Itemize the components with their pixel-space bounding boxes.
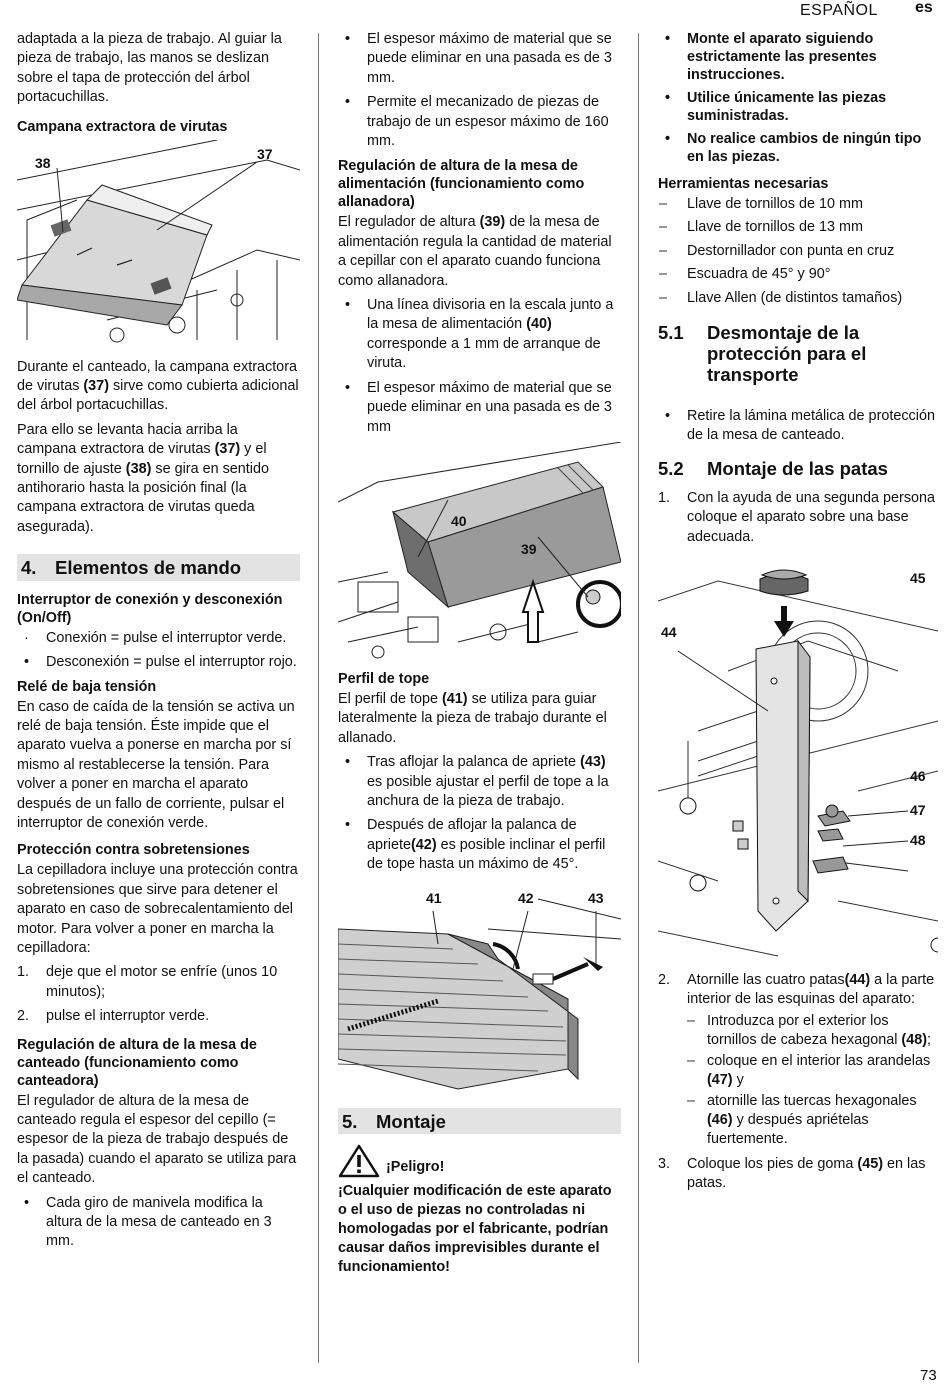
section-title: Montaje: [376, 1110, 446, 1132]
page-number: 73: [920, 1367, 937, 1384]
step-number: 3.: [658, 1155, 671, 1172]
header-language-code: es: [915, 0, 933, 16]
column-right: [658, 30, 938, 1199]
section-heading-5-2: [658, 458, 938, 479]
step-number: 2.: [658, 972, 671, 989]
figure-label-46: 46: [910, 768, 926, 785]
list-item: – Introduzca por el exterior los tornillos de cabeza hexagonal (48);: [687, 1012, 938, 1051]
step-text: deje que el motor se enfríe (unos 10 minutos);: [46, 964, 278, 1000]
figure-legs: [658, 561, 938, 963]
list-item: · Conexión = pulse el interruptor verde.: [17, 629, 300, 648]
section-number: 4.: [21, 557, 37, 579]
legs-steps: [658, 971, 938, 1193]
height-list: [17, 1194, 300, 1252]
list-item: • No realice cambios de ningún tipo en las piezas.: [658, 130, 938, 166]
list-item: – Llave de tornillos de 10 mm: [658, 195, 938, 214]
switch-heading: Interruptor de conexión y desconexión (On/Off): [17, 591, 283, 626]
list-item: [658, 489, 938, 547]
legs-step-1: [658, 489, 938, 547]
column-left: [17, 30, 300, 1257]
list-item: • El espesor máximo de material que se puede eliminar en una pasada es de 3 mm: [338, 379, 621, 437]
warning-triangle-icon: [338, 1144, 380, 1178]
feed-table-illustration: [338, 442, 621, 662]
section-heading-4: [17, 554, 300, 580]
height-paragraph: El regulador de altura de la mesa de canteado regula el espesor del cepillo (= espesor de la pieza de trabajo después de la pasada) cuando el aparato se utiliza para el canteado.: [17, 1092, 297, 1187]
figure-label-45: 45: [910, 570, 926, 587]
figure-label-39: 39: [521, 540, 537, 557]
overload-heading: Protección contra sobretensiones: [17, 842, 250, 859]
step-text: Atornille las cuatro patas(44) a la parte interior de las esquinas del aparato:: [687, 972, 935, 1008]
list-item: • Retire la lámina metálica de protección de la mesa de canteado.: [658, 407, 938, 446]
section-heading-5-1: [658, 322, 938, 385]
overload-steps: [17, 963, 300, 1026]
step-number: 2.: [17, 1008, 30, 1025]
figure-label-40: 40: [451, 512, 467, 529]
fence-paragraph: El perfil de tope (41) se utiliza para guiar lateralmente la pieza de trabajo durante el allanado.: [338, 690, 607, 746]
section-title: Montaje de las patas: [707, 457, 888, 479]
column-middle: [338, 30, 621, 1282]
list-item: • Utilice únicamente las piezas suministradas.: [658, 89, 938, 125]
figure-label-43: 43: [588, 889, 604, 906]
list-item: [17, 963, 300, 1002]
list-item: – Llave Allen (de distintos tamaños): [658, 289, 938, 308]
list-item: [658, 971, 938, 1150]
section-title: Elementos de mando: [55, 557, 242, 579]
relay-heading: Relé de baja tensión: [17, 678, 157, 695]
column-divider: [638, 33, 639, 1363]
sub-list: [687, 1012, 938, 1150]
figure-fence: [338, 889, 621, 1094]
list-item: – Llave de tornillos de 13 mm: [658, 218, 938, 237]
figure-label-37: 37: [257, 145, 273, 162]
overload-paragraph: La cepilladora incluye una protección contra sobretensiones que sirve para detener el aparato en caso de sobrecalentamiento del motor. Para volver a poner en marcha la cepilladora:: [17, 862, 298, 956]
list-item: [17, 1007, 300, 1026]
figure-chip-hood: [17, 140, 300, 350]
relay-paragraph: En caso de caída de la tensión se activa un relé de baja tensión. Éste impide que el aparato vuelva a ponerse en marcha por sí mismo al restablecerse la tensión. Para volver a poner en marcha el aparato después de un fallo de corriente, pulsar el interruptor de conexión verde.: [17, 698, 295, 831]
intro-paragraph: adaptada a la pieza de trabajo. Al guiar la pieza de trabajo, las manos se deslizan sobre el tapa de protección del árbol portacuchillas.: [17, 31, 282, 106]
list-item: – Destornillador con punta en cruz: [658, 242, 938, 261]
step-text: Con la ayuda de una segunda persona coloque el aparato sobre una base adecuada.: [687, 489, 936, 545]
list-item: • Tras aflojar la palanca de apriete (43) es posible ajustar el perfil de tope a la anchura de la pieza de trabajo.: [338, 753, 621, 811]
list-item: • Una línea divisoria en la escala junto a la mesa de alimentación (40) corresponde a 1 mm de arranque de viruta.: [338, 296, 621, 374]
section-number: 5.: [342, 1110, 358, 1132]
step-number: 1.: [17, 964, 30, 981]
tools-heading: Herramientas necesarias: [658, 176, 829, 192]
figure-label-41: 41: [426, 889, 442, 906]
list-item: – coloque en el interior las arandelas (47) y: [687, 1052, 938, 1091]
step-number: 1.: [658, 489, 671, 506]
fence-illustration: [338, 889, 621, 1094]
feed-paragraph: El regulador de altura (39) de la mesa de alimentación regula la cantidad de material a cepillar con el aparato cuando funciona como allanadora.: [338, 214, 612, 289]
section-heading-5: [338, 1108, 621, 1134]
hood-paragraph-2: Para ello se levanta hacia arriba la campana extractora de virutas (37) y el tornillo de ajuste (38) se gira en sentido antihorario hasta la posición final (la campana extractora de virutas queda asegurada).: [17, 421, 269, 535]
header-section-title: ESPAÑOL: [800, 2, 878, 19]
hood-paragraph-1: Durante el canteado, la campana extractora de virutas (37) sirve como cubierta adicional del árbol portacuchillas.: [17, 358, 299, 414]
chip-hood-illustration: [17, 140, 300, 350]
feed-list: [338, 296, 621, 437]
danger-notice: [338, 1144, 621, 1178]
section-number: 5.2: [658, 457, 684, 479]
step-text: pulse el interruptor verde.: [46, 1008, 210, 1025]
column-divider: [318, 33, 319, 1363]
figure-feed-table: [338, 442, 621, 662]
section-title: Desmontaje de la protección para el transporte: [707, 322, 867, 386]
list-item: • Monte el aparato siguiendo estrictamente las presentes instrucciones.: [658, 30, 938, 84]
figure-label-44: 44: [661, 624, 677, 641]
tools-list: [658, 195, 938, 308]
step-text: Coloque los pies de goma (45) en las patas.: [687, 1155, 926, 1192]
fence-heading: Perfil de tope: [338, 670, 430, 687]
danger-text: ¡Cualquier modificación de este aparato o el uso de piezas no controladas ni homologadas por el fabricante, podrían causar daños imprevisibles durante el funcionamiento!: [338, 1182, 612, 1275]
list-item: [658, 1155, 938, 1194]
figure-label-38: 38: [35, 154, 51, 171]
figure-label-42: 42: [518, 889, 534, 906]
assembly-rules-list: [658, 30, 938, 166]
figure-label-47: 47: [910, 802, 926, 819]
danger-label: ¡Peligro!: [386, 1158, 445, 1175]
fence-list: [338, 753, 621, 874]
top-list: [338, 30, 621, 151]
feed-heading: Regulación de altura de la mesa de alimentación (funcionamiento como allanadora): [338, 158, 585, 211]
hood-heading: Campana extractora de virutas: [17, 118, 228, 135]
list-item: • El espesor máximo de material que se puede eliminar en una pasada es de 3 mm.: [338, 30, 621, 88]
list-item: • Permite el mecanizado de piezas de trabajo de un espesor máximo de 160 mm.: [338, 93, 621, 151]
figure-label-48: 48: [910, 832, 926, 849]
list-item: – atornille las tuercas hexagonales (46) y después apriételas fuertemente.: [687, 1092, 938, 1150]
list-item: • Cada giro de manivela modifica la altura de la mesa de canteado en 3 mm.: [17, 1194, 300, 1252]
list-item: • Después de aflojar la palanca de apriete(42) es posible inclinar el perfil de tope hasta un máximo de 45°.: [338, 816, 621, 874]
legs-illustration: [658, 561, 938, 963]
switch-list: [17, 629, 300, 673]
section-number: 5.1: [658, 322, 684, 344]
list-item: • Desconexión = pulse el interruptor rojo.: [17, 653, 300, 672]
list-item: – Escuadra de 45° y 90°: [658, 265, 938, 284]
transport-list: [658, 407, 938, 446]
height-heading: Regulación de altura de la mesa de canteado (funcionamiento como canteadora): [17, 1036, 257, 1089]
